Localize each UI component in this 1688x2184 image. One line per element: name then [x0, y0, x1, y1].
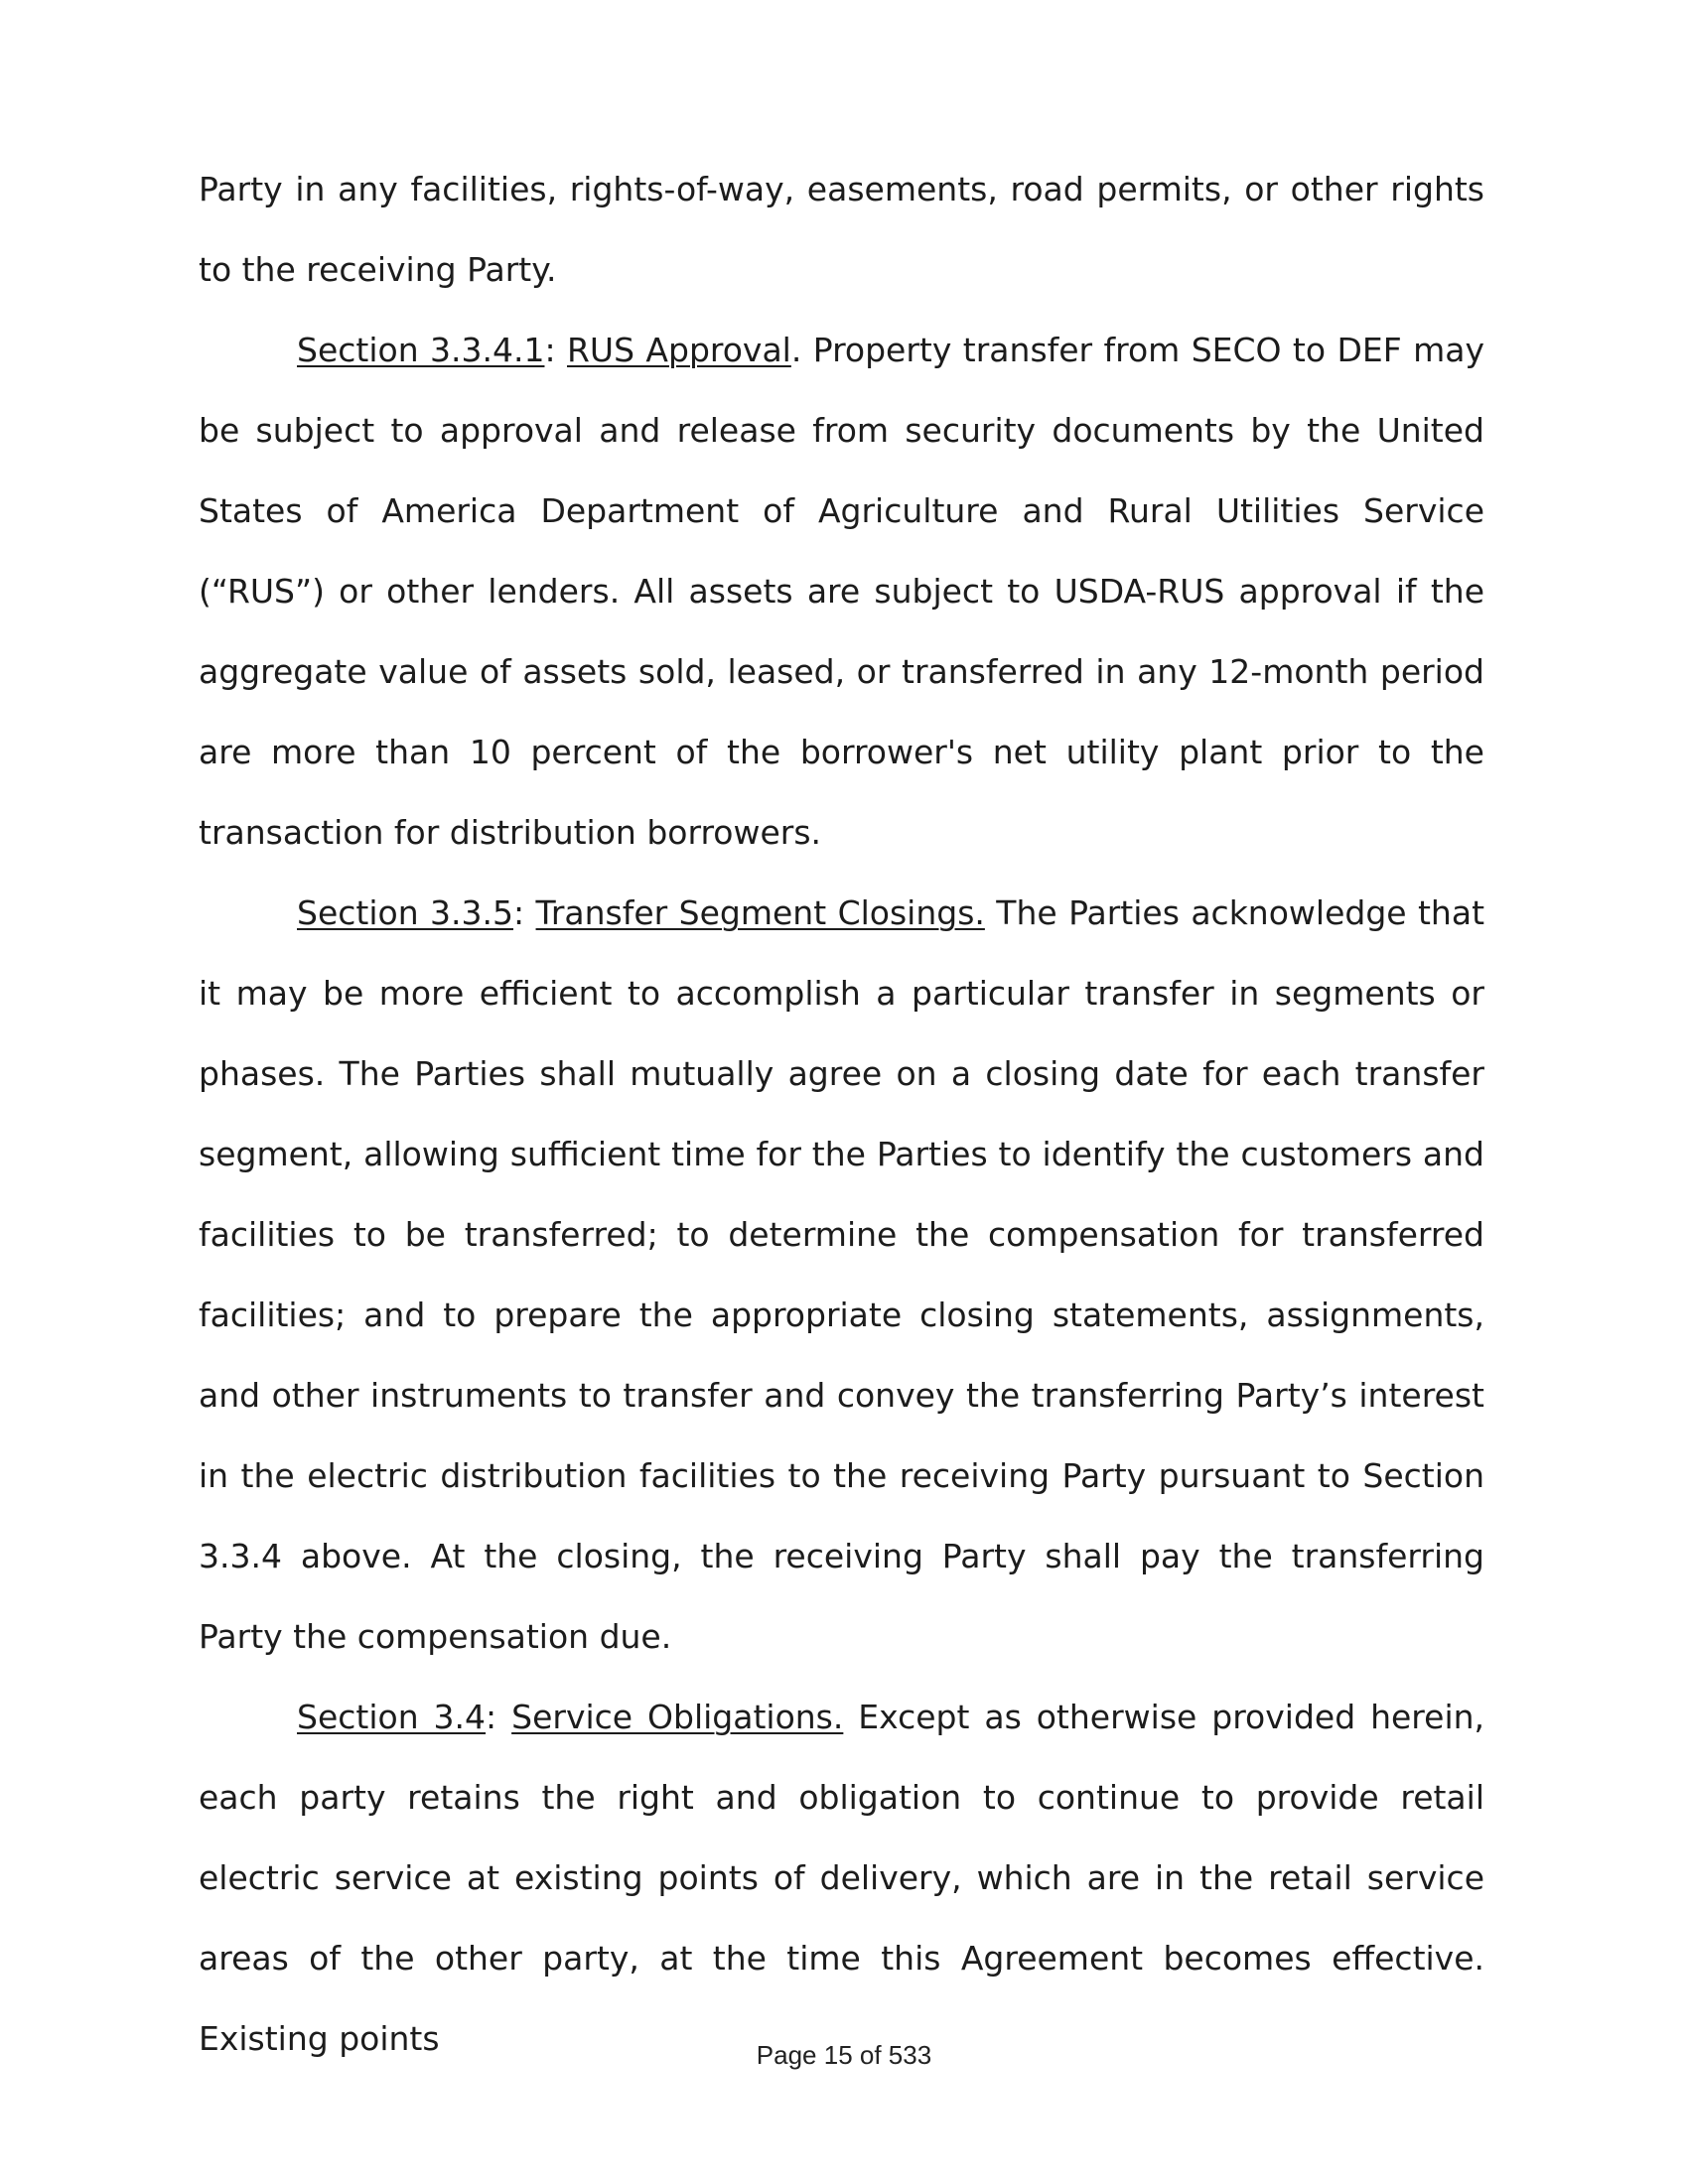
paragraph-text: Party in any facilities, rights-of-way, easements, road permits, or other rights to the receiving Party. [199, 170, 1484, 289]
paragraph-section-3-3-5 [199, 873, 1484, 1677]
section-body: Property transfer from SECO to DEF may be subject to approval and release from security documents by the United States of America Department of Agriculture and Rural Utilities Service (“RUS”) or other lenders. All assets are subject to USDA-RUS approval if the aggregate value of assets sold, leased, or transferred in any 12-month period are more than 10 percent of the borrower's net utility plant prior to the transaction for distribution borrowers. [199, 331, 1484, 852]
section-heading: Transfer Segment Closings. [535, 893, 985, 932]
section-separator: : [486, 1698, 512, 1736]
section-heading: RUS Approval [567, 331, 791, 369]
document-body [199, 149, 1484, 2079]
section-reference: Section 3.3.4.1 [297, 331, 545, 369]
section-heading-end: . [790, 331, 802, 369]
section-separator: : [544, 331, 567, 369]
paragraph-continuation [199, 149, 1484, 310]
section-separator: : [513, 893, 536, 932]
section-body: Except as otherwise provided herein, each party retains the right and obligation to continue to provide retail electric service at existing points of delivery, which are in the retail service areas of the other party, at the time this Agreement becomes effective. Existing points [199, 1698, 1485, 2058]
paragraph-section-3-3-4-1 [199, 310, 1484, 873]
section-reference: Section 3.3.5 [297, 893, 513, 932]
paragraph-section-3-4 [199, 1677, 1484, 2079]
section-heading: Service Obligations. [511, 1698, 844, 1736]
section-reference: Section 3.4 [297, 1698, 487, 1736]
page-number-footer: Page 15 of 533 [756, 2040, 932, 2070]
section-body: The Parties acknowledge that it may be more efficient to accomplish a particular transfer in segments or phases. The Parties shall mutually agree on a closing date for each transfer segment, allowing sufficient time for the Parties to identify the customers and facilities to be transferred; to determine the compensation for transferred facilities; and to prepare the appropriate closing statements, assignments, and other instruments to transfer and convey the transferring Party’s interest in the electric distribution facilities to the receiving Party pursuant to Section 3.3.4 above. At the closing, the receiving Party shall pay the transferring Party the compensation due. [199, 893, 1485, 1656]
